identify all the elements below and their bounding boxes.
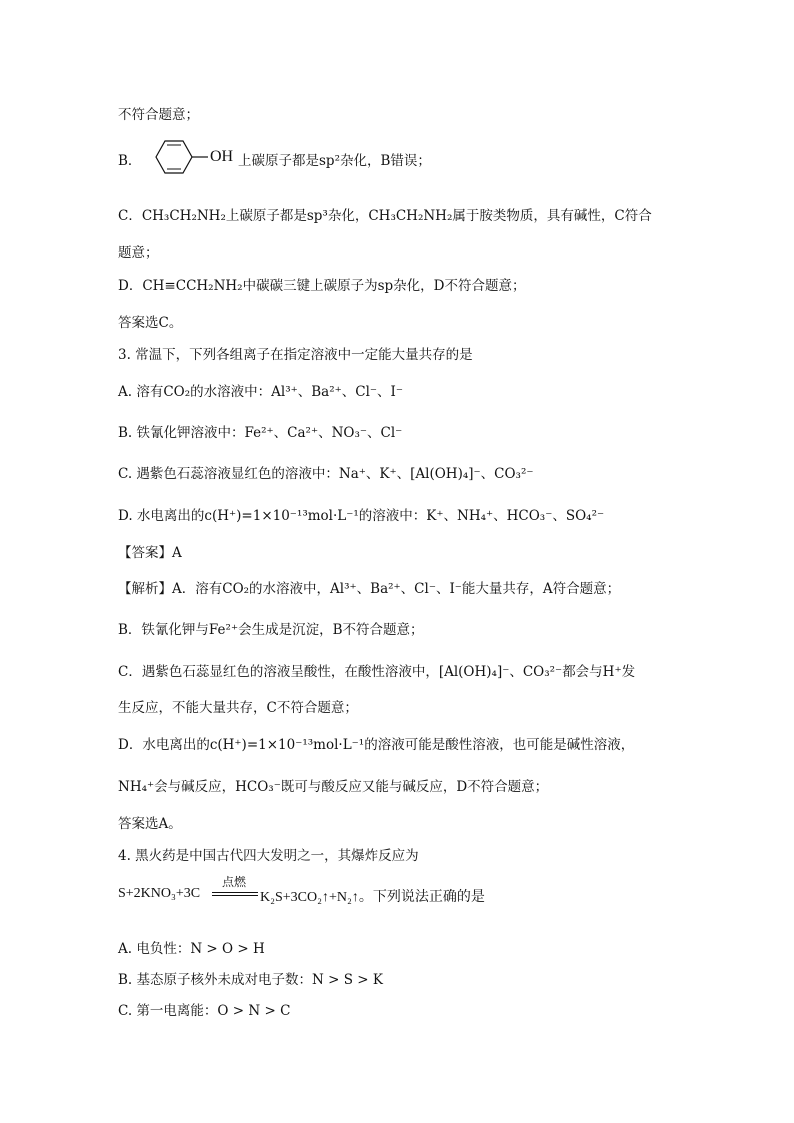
option-b-prefix: B．: [118, 153, 142, 169]
text-line: D．CH≡CCH₂NH₂中碳碳三键上碳原子为sp杂化，D不符合题意；: [118, 278, 526, 294]
question-4-title: 4. 黑火药是中国古代四大发明之一，其爆炸反应为: [118, 848, 419, 864]
benzene-ring-icon: [146, 137, 210, 177]
analysis-line: C．遇紫色石蕊显红色的溶液呈酸性，在酸性溶液中，[Al(OH)₄]⁻、CO₃²⁻都会与H⁺发: [118, 664, 636, 680]
analysis-line: B．铁氰化钾与Fe²⁺会生成是沉淀，B不符合题意；: [118, 622, 424, 638]
question-3-title: 3. 常温下，下列各组离子在指定溶液中一定能大量共存的是: [118, 347, 473, 363]
option-a: A. 电负性：N > O > H: [118, 941, 265, 957]
text-line: 上碳原子都是sp²杂化，B错误；: [238, 153, 431, 169]
option-a: A. 溶有CO₂的水溶液中：Al³⁺、Ba²⁺、Cl⁻、I⁻: [118, 384, 403, 400]
text-line: C．CH₃CH₂NH₂上碳原子都是sp³杂化，CH₃CH₂NH₂属于胺类物质，具有碱性，C符合: [118, 208, 652, 224]
analysis-line: NH₄⁺会与碱反应，HCO₃⁻既可与酸反应又能与碱反应，D不符合题意；: [118, 779, 549, 795]
text-line: 答案选A。: [118, 816, 182, 832]
text-line: 答案选C。: [118, 315, 183, 331]
text-line: 题意；: [118, 245, 159, 261]
text-line: 不符合题意；: [118, 107, 199, 123]
reaction-arrow-line-bottom: [212, 895, 258, 896]
option-b: B. 铁氰化钾溶液中：Fe²⁺、Ca²⁺、NO₃⁻、Cl⁻: [118, 425, 403, 441]
reaction-arrow-line-top: [212, 892, 258, 893]
option-b: B. 基态原子核外未成对电子数：N > S > K: [118, 972, 383, 988]
option-c: C. 遇紫色石蕊溶液显红色的溶液中：Na⁺、K⁺、[Al(OH)₄]⁻、CO₃²⁻: [118, 466, 534, 482]
analysis-line: D．水电离出的c(H⁺)=1×10⁻¹³mol·L⁻¹的溶液可能是酸性溶液，也可能是碱性溶液，: [118, 737, 635, 753]
option-c: C. 第一电离能：O > N > C: [118, 1003, 291, 1019]
analysis-line: 【解析】A．溶有CO₂的水溶液中，Al³⁺、Ba²⁺、Cl⁻、I⁻能大量共存，A符合题意；: [118, 581, 621, 597]
hydroxyl-label: OH: [210, 148, 234, 165]
reaction-right: K₂S+3CO₂↑+N₂↑。下列说法正确的是: [260, 890, 485, 905]
reaction-condition: 点燃: [222, 875, 247, 889]
answer-label: 【答案】A: [118, 545, 182, 561]
option-d: D. 水电离出的c(H⁺)=1×10⁻¹³mol·L⁻¹的溶液中：K⁺、NH₄⁺、HCO₃⁻、SO₄²⁻: [118, 508, 605, 524]
reaction-left: S+2KNO₃+3C: [118, 886, 201, 901]
analysis-line: 生反应，不能大量共存，C不符合题意；: [118, 700, 358, 716]
